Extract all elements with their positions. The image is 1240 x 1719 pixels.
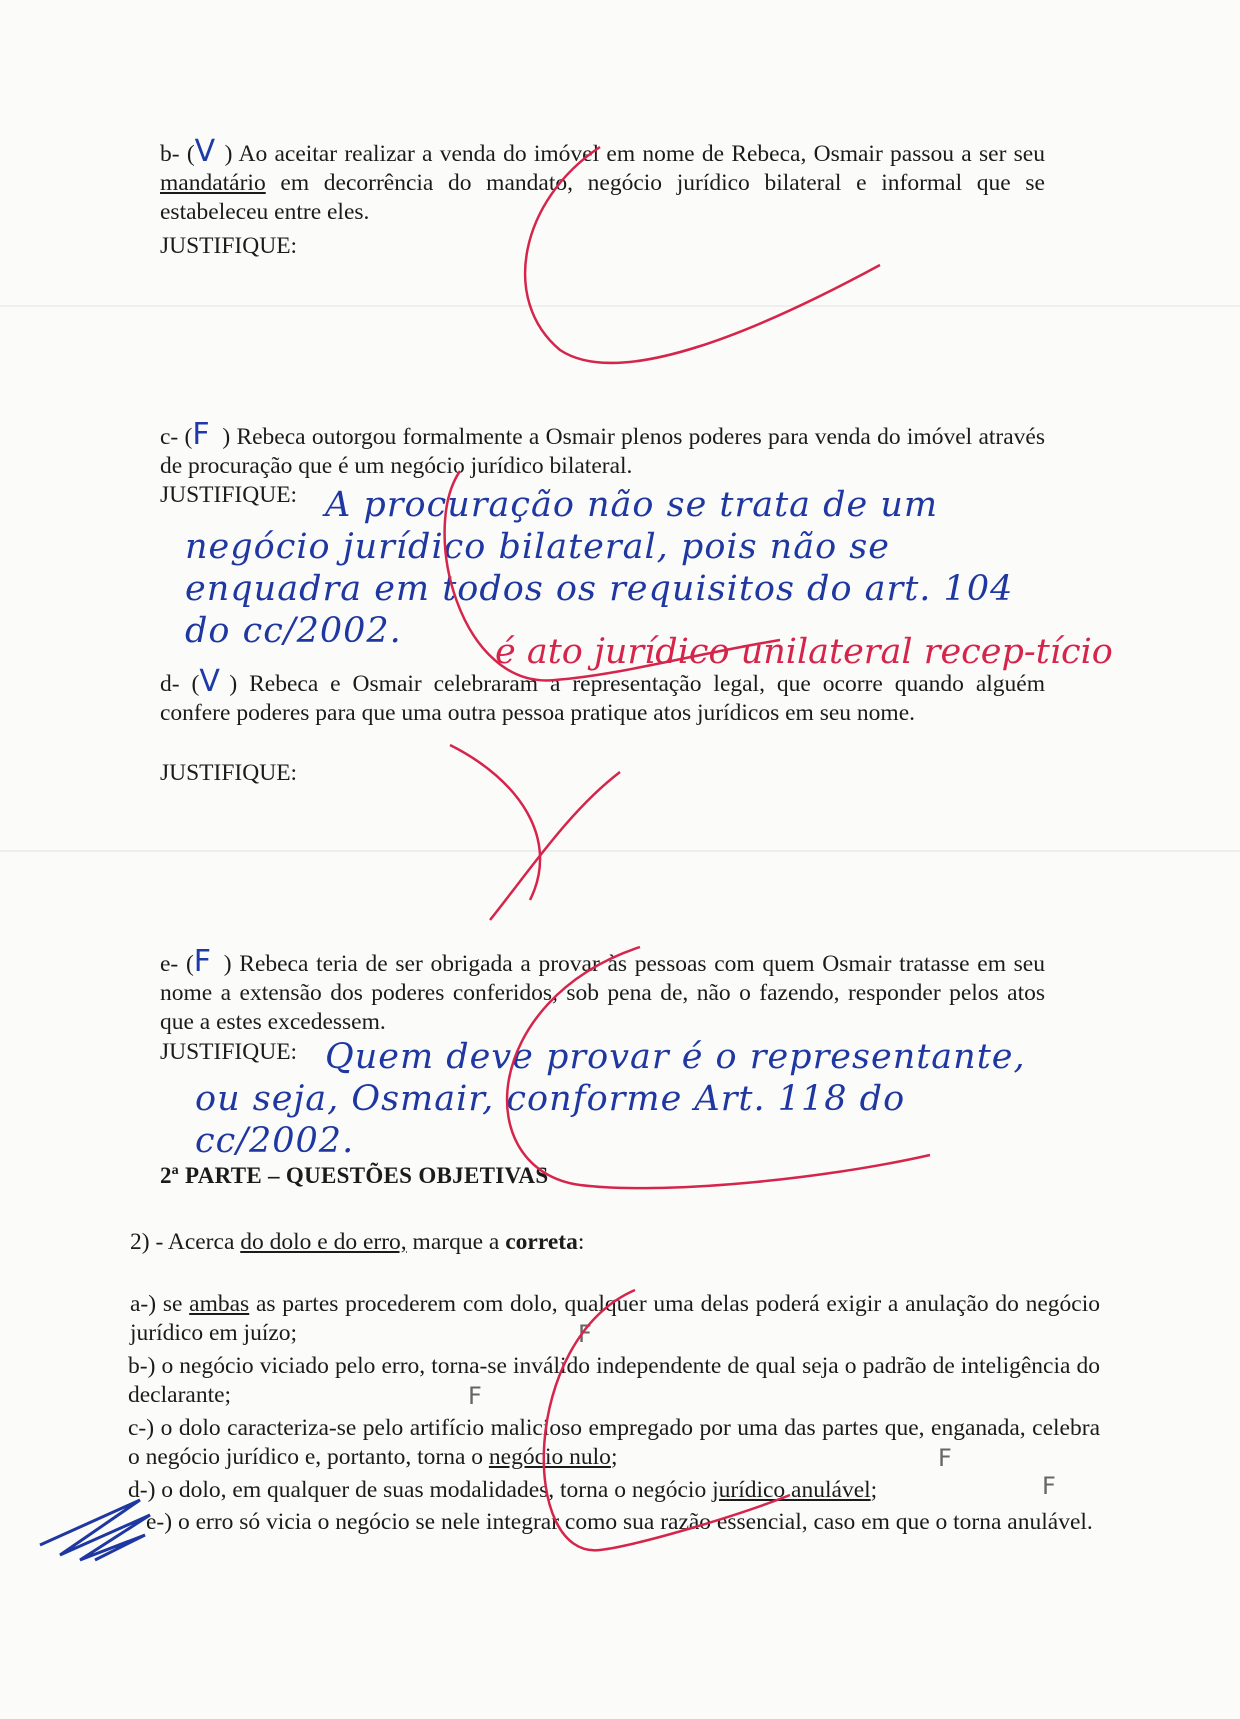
option-c-mark: F [938, 1444, 952, 1472]
answer-mark-e: F [193, 944, 212, 979]
red-c-mark-b [525, 147, 880, 363]
option-b: b-) o negócio viciado pelo erro, torna-se inválido independente de qual seja o padrão de inteligência do declarante; [128, 1353, 1100, 1408]
item-d-text: d- (V ) Rebeca e Osmair celebraram a representação legal, que ocorre quando alguém confere poderes para que uma outra pessoa pratique atos jurídicos em seu nome. [160, 664, 1045, 726]
red-c-mark-q2 [544, 1290, 790, 1550]
option-d: d-) o dolo, em qualquer de suas modalidades, torna o negócio jurídico anulável; [128, 1477, 878, 1503]
handwritten-answer-e: Quem deve provar é o representante, ou seja, Osmair, conforme Art. 118 do cc/2002. [195, 1037, 1026, 1161]
option-a-mark: F [578, 1320, 592, 1348]
blue-scribble-icon [40, 1500, 150, 1560]
item-c-text: c- (F ) Rebeca outorgou formalmente a Osmair plenos poderes para venda do imóvel através de procuração que é um negócio jurídico bilateral. [160, 417, 1045, 479]
section-heading: 2ª PARTE – QUESTÕES OBJETIVAS [160, 1163, 549, 1188]
option-d-mark: F [1042, 1472, 1056, 1500]
option-c: c-) o dolo caracteriza-se pelo artifício malicioso empregado por uma das partes que, enganada, celebra o negócio jurídico e, portanto, torna o negócio nulo; [128, 1415, 1100, 1470]
question-2: 2) - Acerca do dolo e do erro, marque a correta: [130, 1229, 585, 1255]
justify-label-d: JUSTIFIQUE: [160, 760, 298, 786]
item-e-text: e- (F ) Rebeca teria de ser obrigada a provar às pessoas com quem Osmair tratasse em seu nome a extensão dos poderes conferidos, sob pena de, não o fazendo, responder pelos atos que a estes excedessem. [160, 944, 1045, 1035]
underlined-word: mandatário [160, 170, 266, 196]
teacher-correction-c: é ato jurídico unilateral recep-tício [495, 632, 1113, 672]
red-x-line-1 [450, 745, 540, 900]
red-x-line-2 [490, 772, 620, 920]
item-b-text: b- (V ) Ao aceitar realizar a venda do imóvel em nome de Rebeca, Osmair passou a ser seu mandatário em decorrência do mandato, negócio jurídico bilateral e informal que se estabeleceu entre eles. [160, 134, 1045, 225]
justify-label-c: JUSTIFIQUE: [160, 482, 298, 508]
red-c-mark-e [507, 947, 930, 1188]
answer-mark-b: V [194, 134, 216, 169]
option-b-mark: F [468, 1382, 482, 1410]
justify-label-b: JUSTIFIQUE: [160, 233, 298, 259]
option-a: a-) se ambas as partes procederem com dolo, qualquer uma delas poderá exigir a anulação do negócio jurídico em juízo; [130, 1291, 1100, 1346]
option-e: e-) o erro só vicia o negócio se nele integrar como sua razão essencial, caso em que o torna anulável. [146, 1509, 1093, 1535]
answer-mark-d: V [199, 664, 220, 699]
red-c-mark-c [445, 471, 780, 680]
justify-label-e: JUSTIFIQUE: [160, 1039, 298, 1065]
handwritten-answer-c: A procuração não se trata de um negócio jurídico bilateral, pois não se enquadra em todos os requisitos do art. 104 do cc/2002. [185, 485, 1014, 651]
answer-mark-c: F [192, 417, 210, 452]
